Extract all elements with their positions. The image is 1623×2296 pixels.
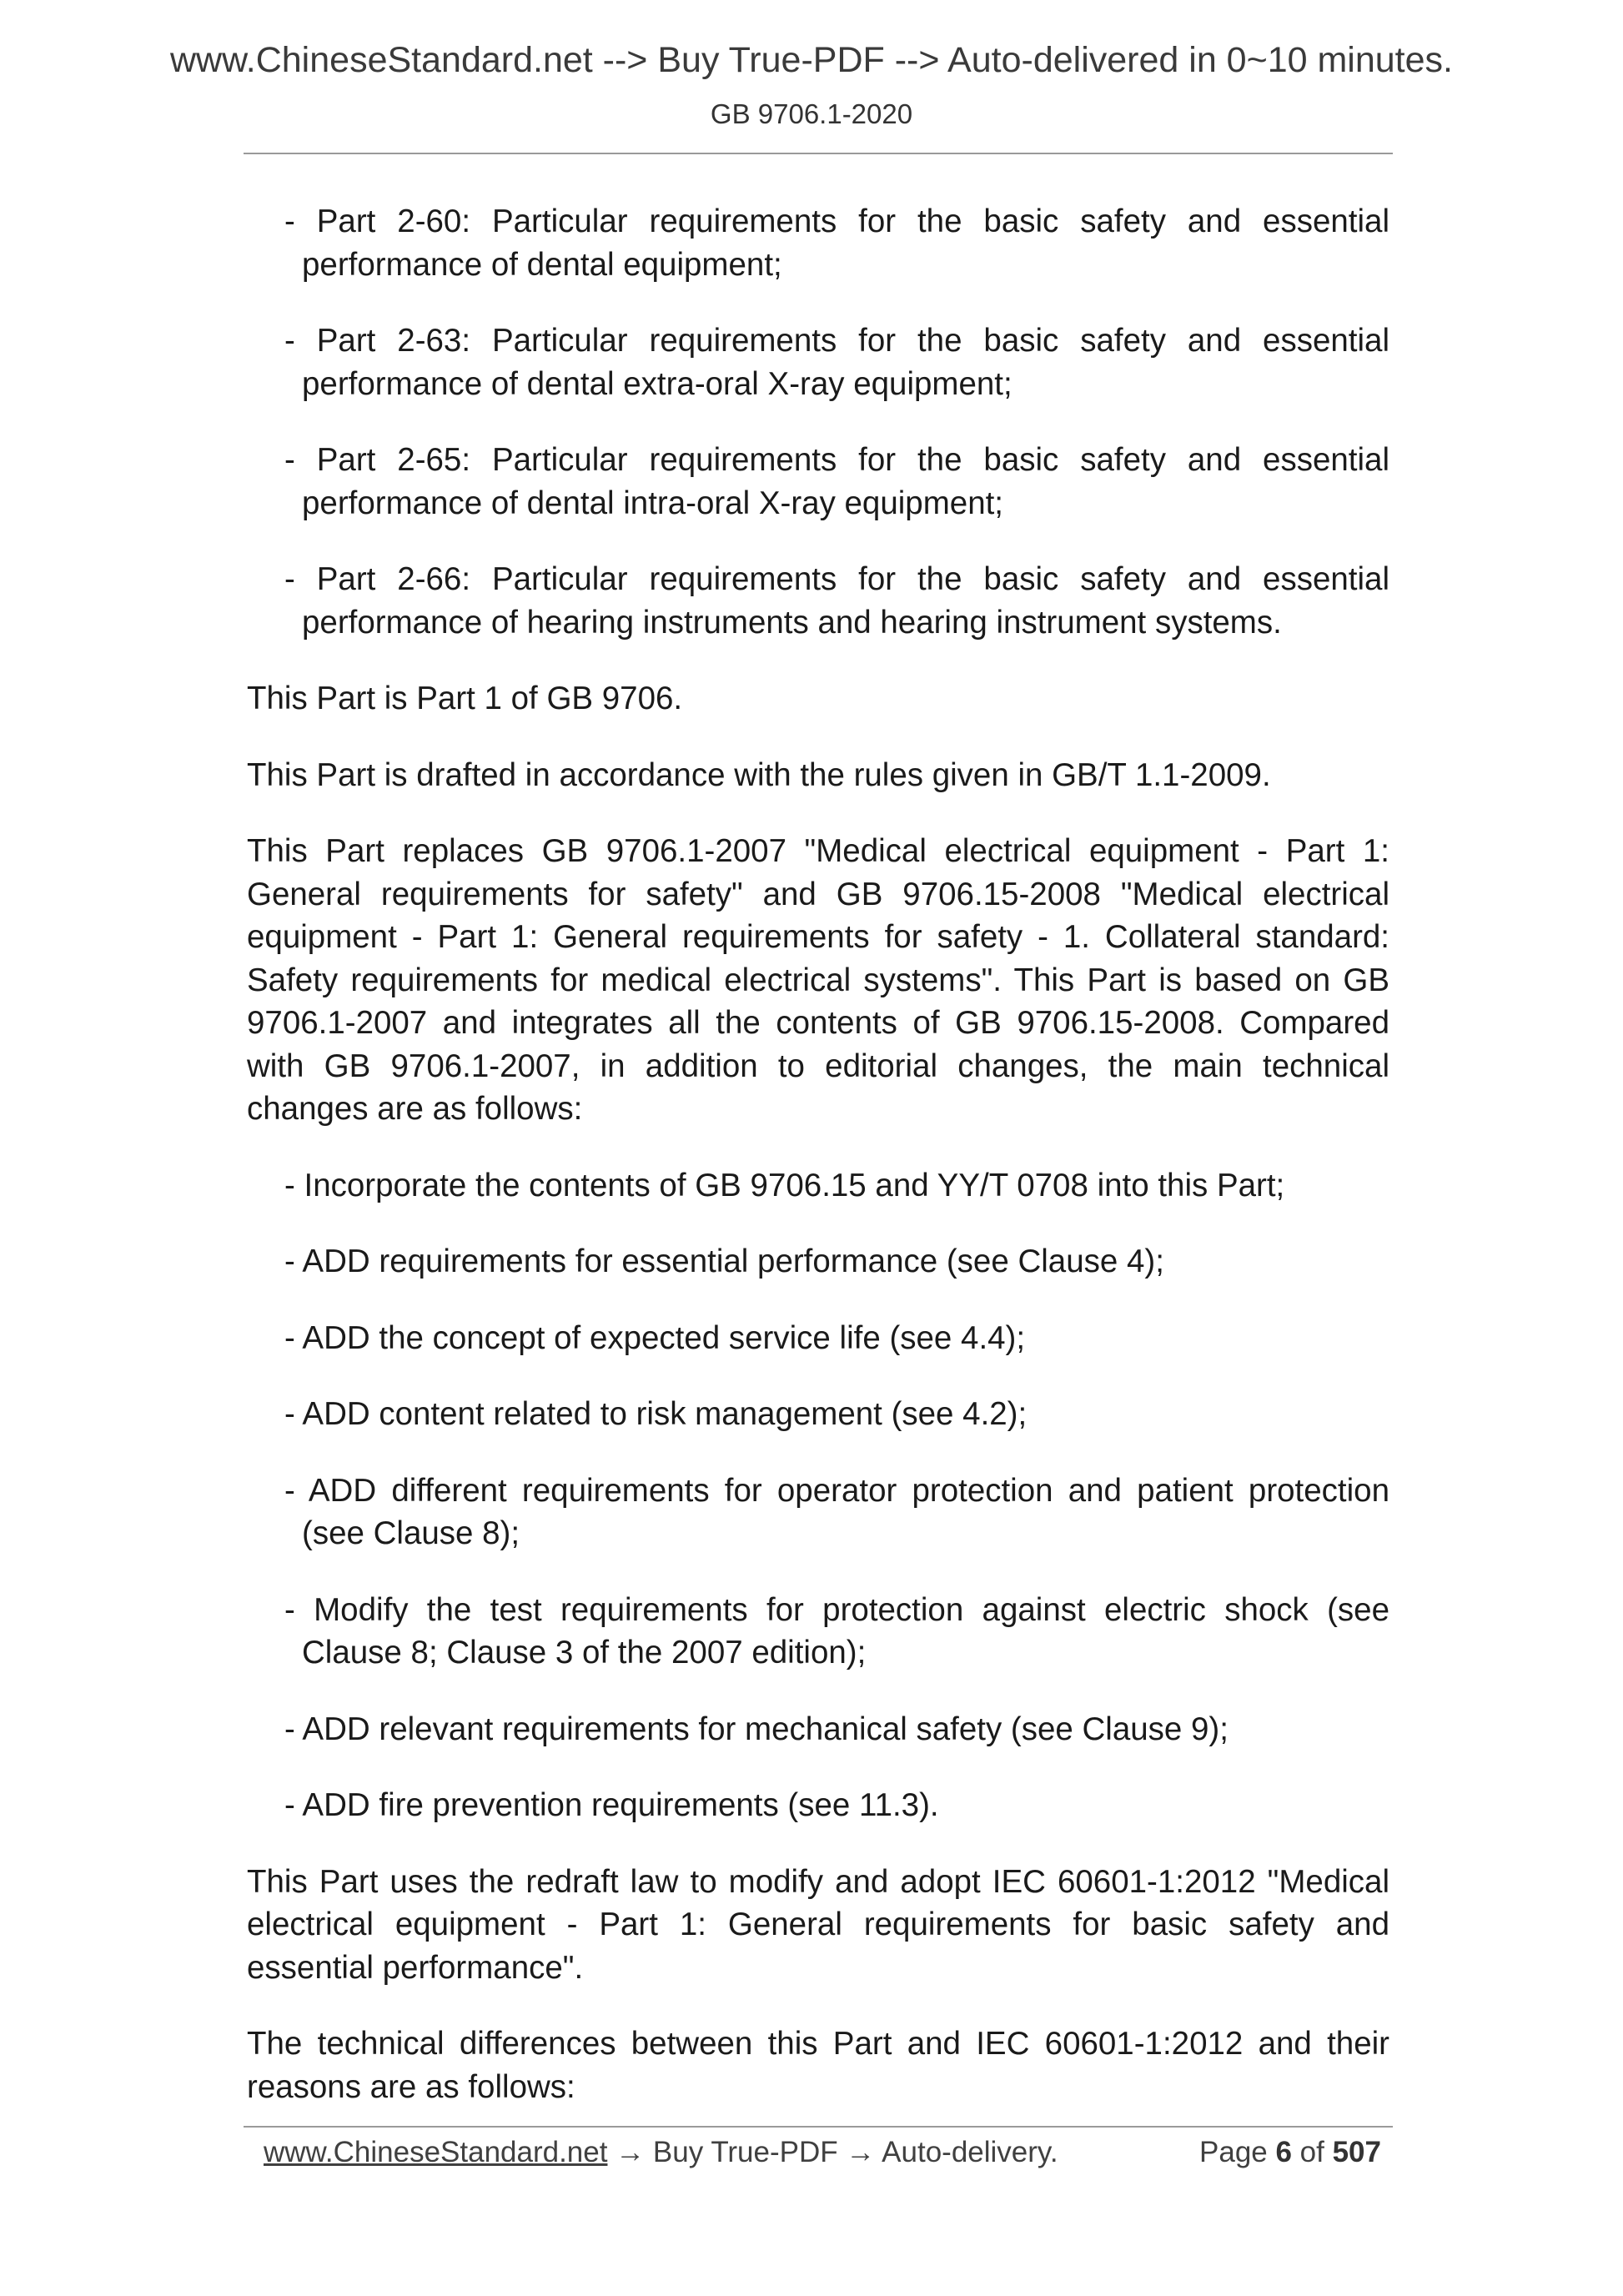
- list-item: - Modify the test requirements for protection against electric shock (see Clause 8; Clause 3 of the 2007 edition);: [284, 1591, 1389, 1671]
- list-item: - Part 2-66: Particular requirements for the basic safety and essential performance of hearing instruments and hearing instrument systems.: [284, 561, 1389, 641]
- list-item: - ADD the concept of expected service life (see 4.4);: [284, 1319, 1026, 1356]
- list-item: - ADD fire prevention requirements (see 11.3).: [284, 1787, 939, 1823]
- footer-tagline: → Buy True-PDF → Auto-delivery.: [607, 2136, 1058, 2168]
- list-item: - Incorporate the contents of GB 9706.15 and YY/T 0708 into this Part;: [284, 1167, 1285, 1203]
- list-item: - ADD content related to risk management (see 4.2);: [284, 1396, 1028, 1432]
- list-item: - ADD different requirements for operator protection and patient protection (see Clause 8);: [284, 1472, 1389, 1551]
- list-item: - Part 2-65: Particular requirements for the basic safety and essential performance of dental intra-oral X-ray equipment;: [284, 442, 1389, 521]
- header-divider: [244, 153, 1393, 154]
- paragraph-part-of: This Part is Part 1 of GB 9706.: [247, 681, 683, 716]
- page-footer: [264, 2129, 1381, 2176]
- footer-promo: [264, 2129, 1058, 2176]
- paragraph-adopt: This Part uses the redraft law to modify and adopt IEC 60601-1:2012 "Medical electrical equipment - Part 1: General requirements for basic safety and essential performance".: [247, 1863, 1389, 1986]
- list-item: - ADD requirements for essential performance (see Clause 4);: [284, 1243, 1164, 1279]
- of-label: of: [1291, 2136, 1333, 2168]
- list-item: - ADD relevant requirements for mechanical safety (see Clause 9);: [284, 1711, 1229, 1747]
- page-content: [247, 200, 1389, 2142]
- page-indicator: [1199, 2129, 1381, 2176]
- paragraph-drafted: This Part is drafted in accordance with the rules given in GB/T 1.1-2009.: [247, 756, 1271, 793]
- footer-divider: [244, 2126, 1393, 2128]
- site-banner: www.ChineseStandard.net --> Buy True-PDF --> Auto-delivered in 0~10 minutes.: [169, 40, 1453, 80]
- page-label: Page: [1199, 2136, 1276, 2168]
- paragraph-replaces: This Part replaces GB 9706.1-2007 "Medical electrical equipment - Part 1: General requirements for safety" and GB 9706.15-2008 "Medical electrical equipment - Part 1: General requirements for safety - 1. Collateral standard: Safety requirements for medical electrical systems". This Part is based on GB 9706.1-2007 and integrates all the contents of GB 9706.15-2008. Compared with GB 9706.1-2007, in addition to editorial changes, the main technical changes are as follows:: [247, 833, 1389, 1127]
- document-id: GB 9706.1-2020: [710, 98, 913, 129]
- list-item: - Part 2-60: Particular requirements for the basic safety and essential performance of dental equipment;: [284, 203, 1389, 283]
- list-item: - Part 2-63: Particular requirements for the basic safety and essential performance of dental extra-oral X-ray equipment;: [284, 323, 1389, 402]
- total-pages: 507: [1332, 2136, 1381, 2168]
- paragraph-differences: The technical differences between this Part and IEC 60601-1:2012 and their reasons are as follows:: [247, 2026, 1389, 2105]
- page-number: 6: [1275, 2136, 1292, 2168]
- site-link[interactable]: www.ChineseStandard.net: [264, 2136, 608, 2168]
